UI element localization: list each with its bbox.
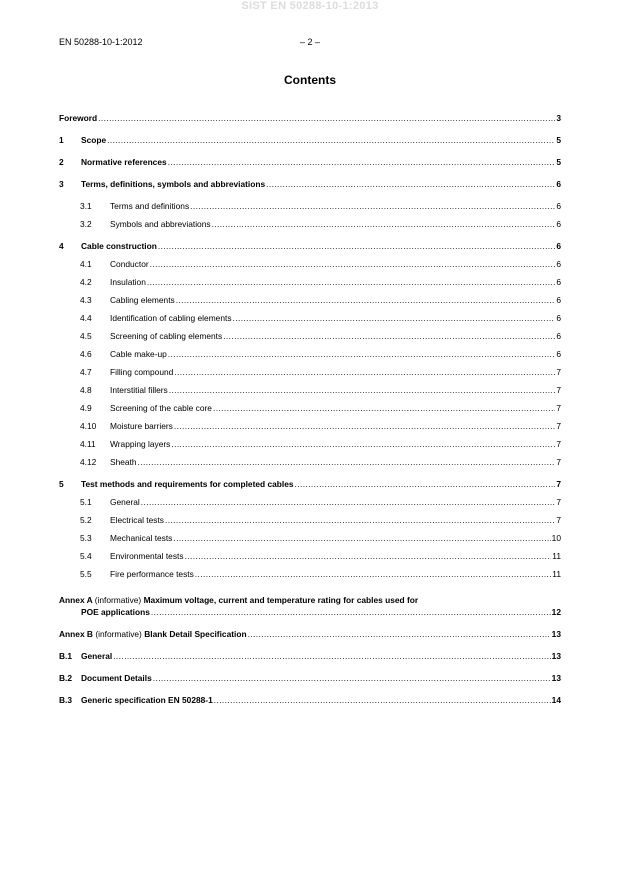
toc-entry-number: 1 xyxy=(59,135,64,145)
dot-leader xyxy=(151,606,551,618)
dot-leader xyxy=(138,456,556,468)
toc-entry-page: 6 xyxy=(556,295,561,305)
toc-entry-4-1[interactable] xyxy=(59,258,561,276)
toc-entry-number: 3.2 xyxy=(80,219,92,229)
toc-entry-title: Cabling elements xyxy=(110,295,175,305)
toc-entry-title: Screening of the cable core xyxy=(110,403,212,413)
toc-entry-title: Scope xyxy=(81,135,107,145)
toc-entry-foreword[interactable] xyxy=(59,112,561,134)
toc-entry-5-5[interactable] xyxy=(59,568,561,590)
toc-entry-number: 4.6 xyxy=(80,349,92,359)
toc-entry-page: 7 xyxy=(556,403,561,413)
toc-entry-title: Insulation xyxy=(110,277,146,287)
toc-entry-page: 6 xyxy=(556,201,561,211)
toc-entry-page: 13 xyxy=(551,651,561,661)
toc-entry-page: 7 xyxy=(556,515,561,525)
annex-b-informative: (informative) xyxy=(95,629,142,639)
toc-entry-title: Normative references xyxy=(81,157,167,167)
toc-entry-number: 4.2 xyxy=(80,277,92,287)
toc-entry-page: 3 xyxy=(556,113,561,123)
toc-entry-number: 4.4 xyxy=(80,313,92,323)
toc-entry-title: Screening of cabling elements xyxy=(110,331,223,341)
dot-leader xyxy=(195,568,552,580)
toc-entry-page: 5 xyxy=(556,157,561,167)
toc-entry-4-7[interactable] xyxy=(59,366,561,384)
dot-leader xyxy=(169,384,556,396)
toc-entry-number: 4.5 xyxy=(80,331,92,341)
toc-entry-page: 14 xyxy=(551,695,561,705)
toc-entry-page: 7 xyxy=(556,385,561,395)
toc-entry-4-10[interactable] xyxy=(59,420,561,438)
toc-entry-page: 13 xyxy=(551,629,561,639)
toc-entry-4-6[interactable] xyxy=(59,348,561,366)
annex-a-informative: (informative) xyxy=(94,595,142,605)
toc-entry-page: 12 xyxy=(551,607,561,617)
toc-entry-number: 3.1 xyxy=(80,201,92,211)
toc-entry-title: Cable make-up xyxy=(110,349,167,359)
toc-entry-number: 4.11 xyxy=(80,439,96,449)
dot-leader xyxy=(212,218,556,230)
toc-entry-b-1[interactable] xyxy=(59,650,561,672)
dot-leader xyxy=(141,496,556,508)
dot-leader xyxy=(266,178,555,190)
toc-entry-title: Environmental tests xyxy=(110,551,184,561)
toc-entry-title: Cable construction xyxy=(81,241,157,251)
annex-a-label: Annex A xyxy=(59,595,93,605)
toc-entry-number: 4.12 xyxy=(80,457,97,467)
toc-entry-page: 13 xyxy=(551,673,561,683)
dot-leader xyxy=(168,156,556,168)
dot-leader xyxy=(107,134,555,146)
dot-leader xyxy=(174,366,555,378)
toc-entry-number: 5.5 xyxy=(80,569,92,579)
toc-entry-title: Filling compound xyxy=(110,367,174,377)
toc-entry-page: 10 xyxy=(551,533,561,543)
dot-leader xyxy=(185,550,552,562)
dot-leader xyxy=(158,240,555,252)
toc-entry-number: 4.3 xyxy=(80,295,92,305)
toc-entry-number: 4.10 xyxy=(80,421,97,431)
annex-a-title-line1: Maximum voltage, current and temperature rating for cables used for xyxy=(143,595,419,605)
toc-entry-number: B.3 xyxy=(59,695,73,705)
toc-entry-title: Generic specification EN 50288-1 xyxy=(81,695,213,705)
toc-entry-page: 5 xyxy=(556,135,561,145)
toc-entry-number: 2 xyxy=(59,157,64,167)
toc-entry-title: Conductor xyxy=(110,259,149,269)
toc-entry-title: Electrical tests xyxy=(110,515,164,525)
toc-entry-number: B.2 xyxy=(59,673,73,683)
toc-entry-number: 4.8 xyxy=(80,385,92,395)
dot-leader xyxy=(165,514,555,526)
toc-entry-title: Wrapping layers xyxy=(110,439,171,449)
toc-entry-5-1[interactable] xyxy=(59,496,561,514)
toc-entry-b-3[interactable] xyxy=(59,694,561,716)
dot-leader xyxy=(233,312,556,324)
dot-leader xyxy=(223,330,555,342)
toc-entry-page: 6 xyxy=(556,313,561,323)
toc-entry-3[interactable] xyxy=(59,178,561,200)
toc-entry-annex-b[interactable] xyxy=(59,628,561,650)
toc-entry-4-9[interactable] xyxy=(59,402,561,420)
toc-entry-b-2[interactable] xyxy=(59,672,561,694)
toc-entry-3-2[interactable] xyxy=(59,218,561,240)
dot-leader xyxy=(176,294,556,306)
toc-entry-1[interactable] xyxy=(59,134,561,156)
toc-entry-page: 7 xyxy=(556,439,561,449)
toc-entry-title: Identification of cabling elements xyxy=(110,313,232,323)
toc-entry-4-12[interactable] xyxy=(59,456,561,478)
toc-entry-page: 11 xyxy=(552,569,561,579)
toc-entry-4-2[interactable] xyxy=(59,276,561,294)
toc-entry-title: Terms, definitions, symbols and abbreviations xyxy=(81,179,266,189)
toc-entry-number: 4.7 xyxy=(80,367,92,377)
toc-entry-5[interactable] xyxy=(59,478,561,496)
toc-entry-annex-a[interactable] xyxy=(59,594,561,628)
toc-entry-number: 5.4 xyxy=(80,551,92,561)
toc-entry-page: 6 xyxy=(556,179,561,189)
toc-entry-4-11[interactable] xyxy=(59,438,561,456)
table-of-contents xyxy=(59,112,561,716)
toc-entry-title: Sheath xyxy=(110,457,137,467)
annex-a-line2 xyxy=(59,606,561,628)
toc-entry-5-3[interactable] xyxy=(59,532,561,550)
toc-entry-page: 7 xyxy=(556,457,561,467)
toc-entry-page: 7 xyxy=(556,479,561,489)
dot-leader xyxy=(173,532,550,544)
annex-b-title: Blank Detail Specification xyxy=(144,629,247,639)
toc-entry-number: 5.2 xyxy=(80,515,92,525)
dot-leader xyxy=(248,628,551,640)
toc-entry-4-5[interactable] xyxy=(59,330,561,348)
toc-entry-title: Test methods and requirements for completed cables xyxy=(81,479,294,489)
toc-entry-2[interactable] xyxy=(59,156,561,178)
page-number: – 2 – xyxy=(299,37,321,47)
toc-entry-title: Terms and definitions xyxy=(110,201,190,211)
toc-entry-title: Moisture barriers xyxy=(110,421,173,431)
toc-entry-page: 7 xyxy=(556,421,561,431)
dot-leader xyxy=(153,672,551,684)
dot-leader xyxy=(214,694,551,706)
dot-leader xyxy=(171,438,555,450)
toc-entry-title: General xyxy=(81,651,113,661)
toc-entry-4-4[interactable] xyxy=(59,312,561,330)
toc-entry-5-4[interactable] xyxy=(59,550,561,568)
toc-entry-title: Mechanical tests xyxy=(110,533,173,543)
dot-leader xyxy=(295,478,556,490)
toc-entry-page: 6 xyxy=(556,241,561,251)
toc-section-5-entries xyxy=(59,496,561,590)
toc-entry-page: 7 xyxy=(556,497,561,507)
toc-entry-3-1[interactable] xyxy=(59,200,561,218)
toc-entry-number: 3 xyxy=(59,179,64,189)
annex-b-label: Annex B xyxy=(59,629,93,639)
toc-entry-number: 4.1 xyxy=(80,259,92,269)
toc-entry-5-2[interactable] xyxy=(59,514,561,532)
annex-a-line1 xyxy=(59,594,561,606)
toc-entry-title: Foreword xyxy=(59,113,98,123)
document-id: EN 50288-10-1:2012 xyxy=(59,37,143,47)
dot-leader xyxy=(147,276,555,288)
toc-entry-title: Interstitial fillers xyxy=(110,385,168,395)
toc-section-4-entries xyxy=(59,258,561,478)
toc-entry-title: Fire performance tests xyxy=(110,569,194,579)
toc-entry-title: Document Details xyxy=(81,673,152,683)
dot-leader xyxy=(150,258,556,270)
toc-entry-page: 6 xyxy=(556,349,561,359)
toc-entry-number: 5.1 xyxy=(80,497,92,507)
toc-entry-number: 5 xyxy=(59,479,64,489)
dot-leader xyxy=(190,200,555,212)
toc-entry-4[interactable] xyxy=(59,240,561,258)
dot-leader xyxy=(213,402,555,414)
annex-a-title-line2: POE applications xyxy=(81,607,150,617)
dot-leader xyxy=(113,650,550,662)
dot-leader xyxy=(174,420,555,432)
toc-entry-page: 6 xyxy=(556,219,561,229)
page-title: Contents xyxy=(284,73,336,87)
dot-leader xyxy=(168,348,556,360)
toc-entry-number: 4 xyxy=(59,241,64,251)
toc-entry-number: 5.3 xyxy=(80,533,92,543)
toc-entry-number: B.1 xyxy=(59,651,73,661)
dot-leader xyxy=(98,112,555,124)
toc-entry-page: 6 xyxy=(556,331,561,341)
toc-entry-title: General xyxy=(110,497,140,507)
toc-entry-page: 6 xyxy=(556,277,561,287)
toc-entry-page: 7 xyxy=(556,367,561,377)
toc-entry-4-8[interactable] xyxy=(59,384,561,402)
toc-entry-4-3[interactable] xyxy=(59,294,561,312)
toc-entry-number: 4.9 xyxy=(80,403,92,413)
toc-entry-title: Symbols and abbreviations xyxy=(110,219,211,229)
toc-entry-page: 11 xyxy=(552,551,561,561)
watermark: SIST EN 50288-10-1:2013 xyxy=(241,0,379,12)
toc-entry-page: 6 xyxy=(556,259,561,269)
toc-entry-title xyxy=(59,628,247,640)
